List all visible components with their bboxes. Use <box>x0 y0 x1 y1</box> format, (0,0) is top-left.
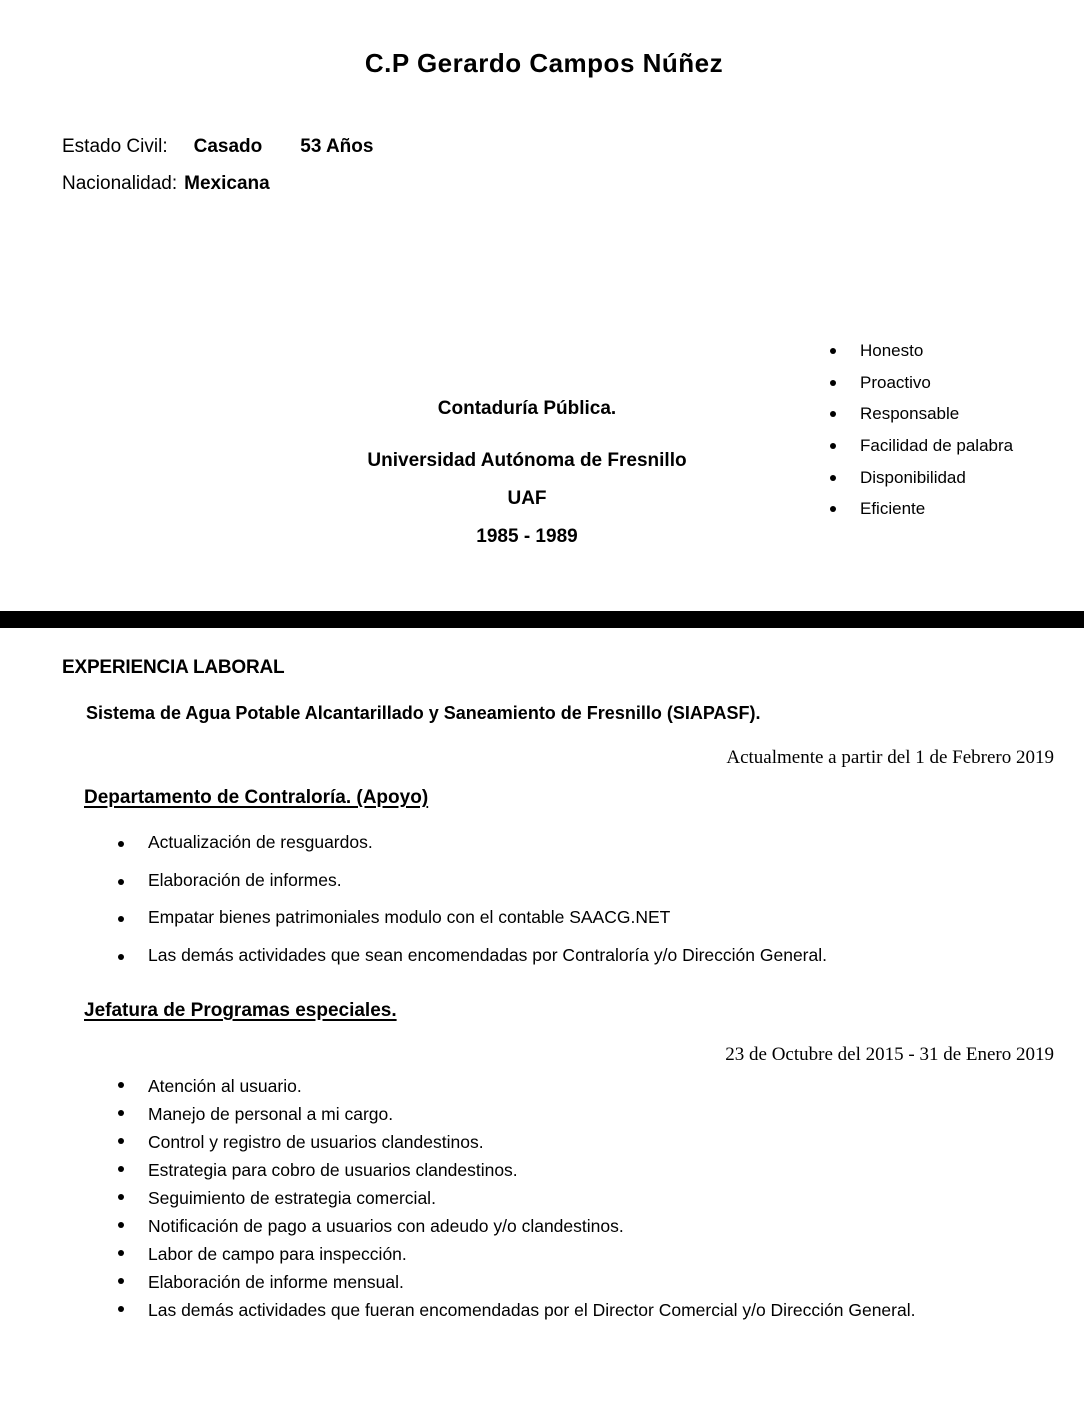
bullet-icon <box>118 1166 124 1172</box>
job-period: 23 de Octubre del 2015 - 31 de Enero 2019 <box>725 1044 1054 1065</box>
list-item <box>115 946 1015 965</box>
bullet-icon <box>118 1278 124 1284</box>
duty-text: Labor de campo para inspección. <box>148 1244 407 1264</box>
estado-civil-value: Casado <box>193 136 263 157</box>
bullet-icon <box>118 916 124 922</box>
duty-text: Elaboración de informe mensual. <box>148 1272 404 1292</box>
bullet-icon <box>118 1250 124 1256</box>
education-university: Universidad Autónoma de Fresnillo <box>367 450 687 471</box>
nacionalidad-row <box>62 173 373 197</box>
duty-text: Las demás actividades que sean encomendadas por Contraloría y/o Dirección General. <box>148 944 827 965</box>
nacionalidad-value: Mexicana <box>184 173 270 194</box>
bullet-icon <box>118 841 124 847</box>
duty-text: Las demás actividades que fueran encomendadas por el Director Comercial y/o Dirección General. <box>148 1300 916 1320</box>
quality-label: Disponibilidad <box>860 467 966 487</box>
list-item <box>115 908 1015 927</box>
duty-text: Atención al usuario. <box>148 1076 302 1096</box>
job-title: Departamento de Contraloría. (Apoyo) <box>84 787 429 808</box>
bullet-icon <box>118 1194 124 1200</box>
quality-label: Honesto <box>860 341 924 360</box>
job-period: Actualmente a partir del 1 de Febrero 2019 <box>726 747 1054 768</box>
list-item <box>115 1186 1015 1211</box>
estado-civil-label: Estado Civil: <box>62 136 168 157</box>
list-item <box>115 1102 1015 1127</box>
duties-list <box>115 1074 1015 1326</box>
duty-text: Estrategia para cobro de usuarios clandestinos. <box>148 1160 518 1180</box>
estado-civil-row <box>62 136 373 160</box>
list-item <box>115 1298 1015 1323</box>
list-item <box>115 1214 1015 1239</box>
bullet-icon <box>118 954 124 960</box>
education-degree: Contaduría Pública. <box>437 398 617 419</box>
page-title: C.P Gerardo Campos Núñez <box>364 48 724 78</box>
duty-text: Manejo de personal a mi cargo. <box>148 1104 394 1124</box>
list-item <box>115 1270 1015 1295</box>
duties-list <box>115 833 1015 983</box>
bullet-icon <box>118 1110 124 1116</box>
duty-text: Empatar bienes patrimoniales modulo con el contable SAACG.NET <box>148 907 671 927</box>
edad-value: 53 Años <box>300 136 374 157</box>
section-divider-bar <box>0 611 1084 628</box>
duty-text: Control y registro de usuarios clandestinos. <box>148 1132 484 1152</box>
list-item <box>115 833 1015 852</box>
duty-text: Actualización de resguardos. <box>148 832 373 852</box>
duty-text: Elaboración de informes. <box>148 869 342 890</box>
bullet-icon <box>830 348 836 354</box>
quality-label: Eficiente <box>860 499 926 519</box>
nacionalidad-label: Nacionalidad: <box>62 173 178 194</box>
list-item <box>115 1074 1015 1099</box>
company-name: Sistema de Agua Potable Alcantarillado y Saneamiento de Fresnillo (SIAPASF). <box>86 703 761 723</box>
bullet-icon <box>118 1222 124 1228</box>
experience-section-title: EXPERIENCIA LABORAL <box>62 657 285 678</box>
bullet-icon <box>118 879 124 885</box>
education-block <box>165 398 889 547</box>
bullet-icon <box>118 1306 124 1312</box>
bullet-icon <box>830 380 836 386</box>
quality-label: Responsable <box>860 404 960 424</box>
duty-text: Seguimiento de estrategia comercial. <box>148 1188 436 1208</box>
list-item <box>115 1158 1015 1183</box>
list-item <box>115 1242 1015 1267</box>
quality-label: Proactivo <box>860 372 931 392</box>
bullet-icon <box>118 1082 124 1088</box>
list-item <box>115 871 1015 890</box>
quality-label: Facilidad de palabra <box>860 436 1014 456</box>
education-years: 1985 - 1989 <box>476 526 578 547</box>
bullet-icon <box>118 1138 124 1144</box>
education-abbreviation: UAF <box>507 488 547 509</box>
personal-info-block <box>62 136 373 197</box>
list-item <box>115 1130 1015 1155</box>
list-item <box>828 341 1013 373</box>
job-title: Jefatura de Programas especiales. <box>84 1000 397 1021</box>
duty-text: Notificación de pago a usuarios con adeudo y/o clandestinos. <box>148 1216 624 1236</box>
